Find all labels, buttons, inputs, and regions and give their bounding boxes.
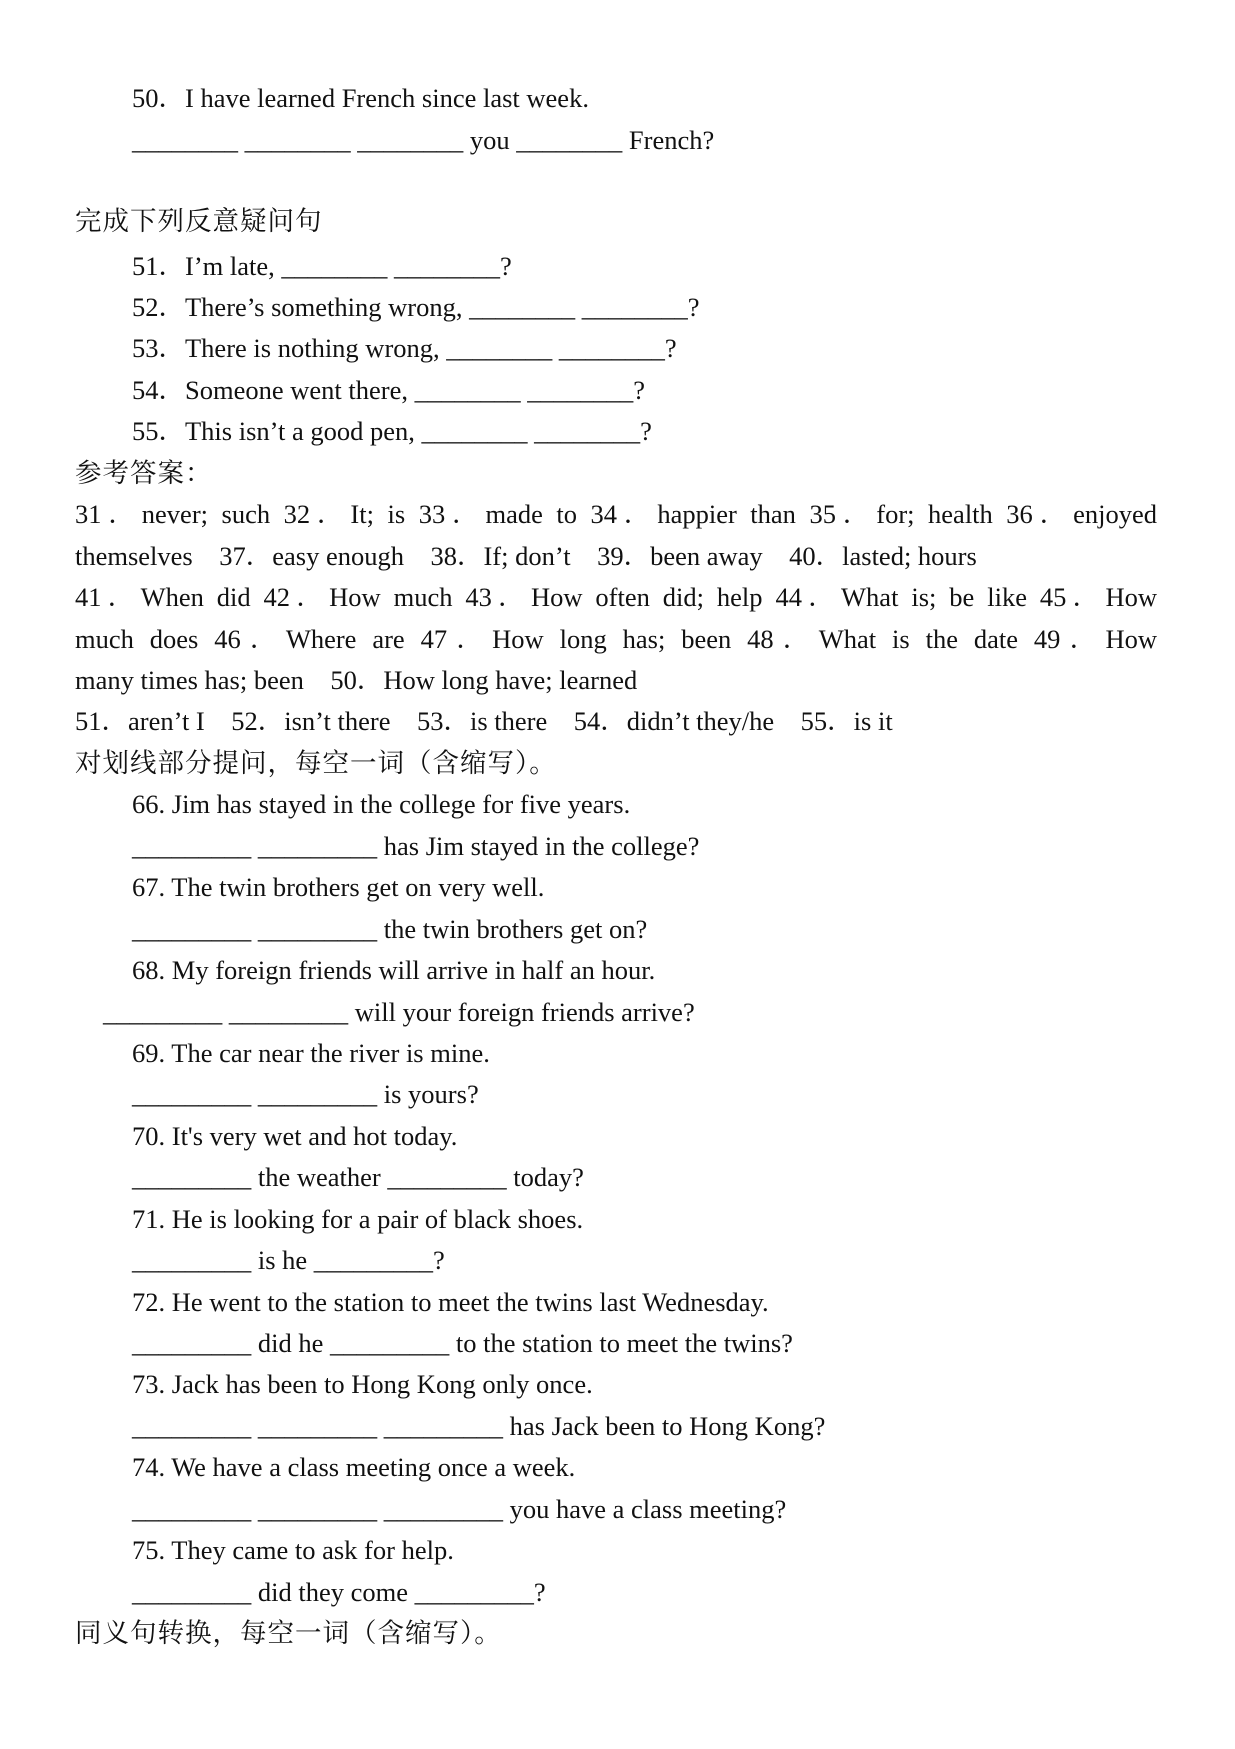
- answer-line-69: _________ _________ is yours?: [132, 1079, 479, 1109]
- question-text: I’m late, ________ ________?: [185, 251, 512, 281]
- question-text: This isn’t a good pen, ________ ________?: [185, 416, 652, 446]
- answer-key-line: many times has; been 50．How long have; learned: [75, 665, 638, 695]
- question-67: 67. The twin brothers get on very well.: [132, 872, 545, 902]
- question-number: 50．: [132, 83, 185, 113]
- question-51: [132, 249, 512, 283]
- question-53: [132, 331, 677, 365]
- section-heading-synonyms: 同义句转换，每空一词（含缩写）。: [75, 1618, 502, 1648]
- question-55: [132, 414, 652, 448]
- question-text: There’s something wrong, ________ ________?: [185, 292, 700, 322]
- section-heading-tag-questions: 完成下列反意疑问句: [75, 206, 323, 236]
- question-number: 54．: [132, 375, 185, 405]
- question-68: 68. My foreign friends will arrive in half an hour.: [132, 955, 656, 985]
- answer-key-line: much does 46．Where are 47．How long has; been 48．What is the date 49．How: [75, 624, 1157, 654]
- answer-key-line: 31．never; such 32．It; is 33．made to 34．happier than 35．for; health 36．enjoyed: [75, 499, 1157, 529]
- question-71: 71. He is looking for a pair of black shoes.: [132, 1204, 584, 1234]
- answer-line-66: _________ _________ has Jim stayed in the college?: [132, 831, 700, 861]
- question-52: [132, 290, 699, 324]
- answer-line-68: _________ _________ will your foreign friends arrive?: [103, 997, 695, 1027]
- answer-line-73: _________ _________ _________ has Jack been to Hong Kong?: [132, 1411, 826, 1441]
- question-74: 74. We have a class meeting once a week.: [132, 1452, 576, 1482]
- answer-key-line: 41．When did 42．How much 43．How often did; help 44．What is; be like 45．How: [75, 582, 1157, 612]
- answer-line-70: _________ the weather _________ today?: [132, 1162, 584, 1192]
- answer-line-50: ________ ________ ________ you ________ French?: [132, 125, 715, 155]
- question-70: 70. It's very wet and hot today.: [132, 1121, 458, 1151]
- question-number: 55．: [132, 416, 185, 446]
- question-66: 66. Jim has stayed in the college for five years.: [132, 789, 631, 819]
- question-number: 51．: [132, 251, 185, 281]
- answer-line-75: _________ did they come _________?: [132, 1577, 546, 1607]
- question-73: 73. Jack has been to Hong Kong only once.: [132, 1369, 593, 1399]
- question-text: Someone went there, ________ ________?: [185, 375, 645, 405]
- question-69: 69. The car near the river is mine.: [132, 1038, 490, 1068]
- answer-line-74: _________ _________ _________ you have a class meeting?: [132, 1494, 787, 1524]
- answer-key-line: 51．aren’t I 52．isn’t there 53．is there 54．didn’t they/he 55．is it: [75, 706, 893, 736]
- question-54: [132, 373, 645, 407]
- answer-line-67: _________ _________ the twin brothers get on?: [132, 914, 648, 944]
- answer-line-72: _________ did he _________ to the station to meet the twins?: [132, 1328, 793, 1358]
- question-text: I have learned French since last week.: [185, 83, 589, 113]
- question-text: There is nothing wrong, ________ ________?: [185, 333, 677, 363]
- question-72: 72. He went to the station to meet the twins last Wednesday.: [132, 1287, 769, 1317]
- answer-key-heading: 参考答案：: [75, 458, 213, 488]
- question-number: 53．: [132, 333, 185, 363]
- question-50: [132, 81, 589, 115]
- answer-key-line: themselves 37．easy enough 38．If; don’t 39．been away 40．lasted; hours: [75, 541, 977, 571]
- answer-line-71: _________ is he _________?: [132, 1245, 445, 1275]
- question-number: 52．: [132, 292, 185, 322]
- question-75: 75. They came to ask for help.: [132, 1535, 454, 1565]
- section-heading-questions: 对划线部分提问，每空一词（含缩写）。: [75, 748, 557, 778]
